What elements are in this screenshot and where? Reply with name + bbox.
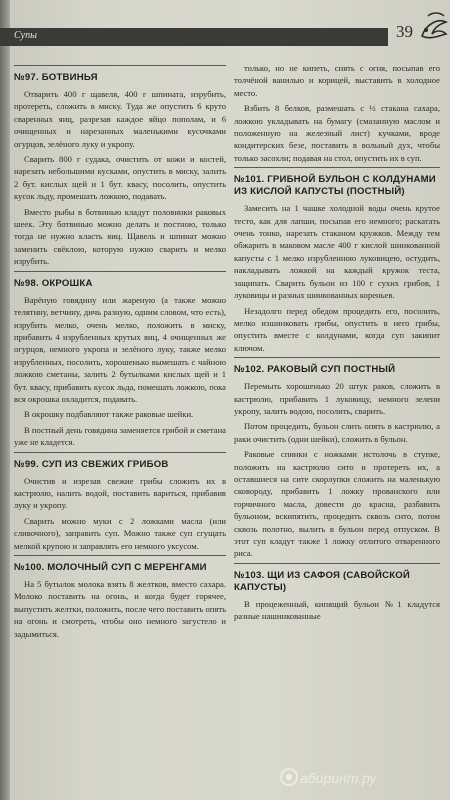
recipe-paragraph: В постный день говядина заменяется грибой и сметана уже не кладется. [14, 424, 226, 448]
page-number: 39 [396, 22, 413, 41]
running-header-bar [0, 28, 388, 46]
labirint-logo-icon [280, 768, 298, 786]
section-divider [14, 271, 226, 272]
recipe-paragraph: Отварить 400 г щавеля, 400 г шпината, изрубить, протереть, сложить в миску. Туда же опустить 6 круто сваренных яиц, разрезав каждое яйцо пополам, и 6 очищенных и нарезанных маленькими кусочками огурцов, зелёного луку и укропу. [14, 89, 226, 149]
recipe-title: №97. БОТВИНЬЯ [14, 72, 98, 83]
right-text-column [234, 62, 440, 626]
section-divider [14, 452, 226, 453]
running-header-section: Супы [14, 30, 37, 41]
recipe-title: №99. СУП ИЗ СВЕЖИХ ГРИБОВ [14, 458, 169, 470]
section-divider [234, 357, 440, 358]
decorative-ornament-icon [418, 6, 450, 46]
recipe-title: №100. МОЛОЧНЫЙ СУП С МЕРЕНГАМИ [14, 562, 207, 573]
recipe-title: №102. РАКОВЫЙ СУП ПОСТНЫЙ [234, 364, 396, 376]
recipe-paragraph: Сварить 800 г судака, очистить от кожи и костей, нарезать небольшими кусками, опустить в миску, залить 2 бут. кислых щей и 1 бут. квасу, посолить, опустить кусок льду, промешать ложкою, подавать. [14, 154, 226, 202]
recipe-paragraph: Незадолго перед обедом процедить его, посолить, мелко изшинковать грибы, опустить в него грибы, опустить вместе с колдунами, когда суп закипит ключом. [234, 305, 440, 353]
recipe-paragraph: Взбить 8 белков, размешать с ½ стакана сахара, ложкою укладывать на бумагу (смазанную маслом и положенную на железный лист) кучками, вроде кондитерских безе, поставить в вольный дух, чтобы только засохли; подавая на стол, опустить их в суп. [234, 103, 440, 163]
section-divider [14, 555, 226, 556]
recipe-paragraph: Очистив и изрезав свежие грибы сложить их в кастрюлю, налить водой, поставить вариться, прибавив луку и укропу. [14, 475, 226, 511]
recipe-title: №103. ЩИ ИЗ САФОЯ (САВОЙСКОЙ КАПУСТЫ) [234, 569, 411, 593]
left-text-column [14, 62, 226, 643]
recipe-paragraph: В окрошку подбавляют также раковые шейки. [24, 409, 194, 420]
book-binding [0, 0, 10, 800]
watermark-text: абиринт.ру [300, 770, 377, 786]
recipe-paragraph: Вместо рыбы в ботвинью кладут половинки раковых шеек. Эту ботвинью можно делать и постною, только тогда не нужно класть яиц. Щавель и шпинат можно заменить свёклою, которую нужно сварить и мелко изрубить. [14, 206, 226, 267]
recipe-title: №98. ОКРОШКА [14, 277, 93, 289]
section-divider [234, 563, 440, 564]
recipe-paragraph: Замесить на 1 чашке холодной воды очень крутое тесто, как для лапши, посыпав его немного; раскатать очень тонко, нарезать стаканом кружков. Между тем обжарить в маковом масле 400 г кислой шинкованной капусты с 1 мелко изрубленною луковицею, остудить, накладывать ложкой на каждый кружок теста, защипать. Сварить бульон из 100 г сухих грибов, 1 луковицы и разных шинкованных кореньев. [234, 203, 440, 301]
recipe-paragraph: только, но не кипеть, снять с огня, посыпав его толчёной ванилью и корицей, выставить в холодное место. [234, 63, 440, 98]
section-divider [14, 65, 226, 66]
recipe-title: №101. ГРИБНОЙ БУЛЬОН С КОЛДУНАМИ ИЗ КИСЛОЙ КАПУСТЫ (ПОСТНЫЙ) [234, 174, 436, 198]
recipe-paragraph: Потом процедить, бульон слить опять в кастрюлю, а раки очистить (одни шейки), сложить в бульон. [234, 421, 440, 444]
section-divider [234, 167, 440, 168]
recipe-paragraph: В процеженный, кипящий бульон №1 кладутся разные нашинкованные [234, 598, 440, 622]
recipe-paragraph: На 5 бутылок молока взять 8 желтков, вместо сахара. Молоко поставить на огонь, и когда будет горячее, выпустить желтки, положить, после чего поставить опять на огонь и смотреть, чтобы оно немного загустело и задымиться. [14, 579, 226, 639]
recipe-paragraph: Раковые спинки с ножками истолочь в ступке, положить на кастрюлю сито и протереть их, а оставшиеся на сите скорлупки сложить на маленькую сковороду, прибавить 1 ложку прованского или горчичного масла, довести до красна, разбавить бульоном, вскипятить, процедить сквозь сито, потом сквозь полотно, вылить в бульон перед отпуском. В этот суп кладут также 1 ложку отлитого отваренного риса. [234, 449, 440, 559]
recipe-paragraph: Сварить можно муки с 2 ложками масла (или сливочного), заправить суп. Можно также суп сгущать мелкой крупою и заправлять его немного уксусом. [14, 515, 226, 551]
recipe-paragraph: Перемыть хорошенько 20 штук раков, сложить в кастрюлю, прибавить 1 луковицу, немного зелени укропу, залить водою, посолить, сварить. [234, 381, 440, 416]
recipe-paragraph: Варёную говядину или жареную (а также можно телятину, ветчину, дичь разную, одним словом, что есть), изрубить мелко, очень мелко, положить в миску, прибавить 4 изрубленных крутых яиц, 4 очищенных же огурцов, немного укропа и зелёного луку, также мелко изрубленных, посолить, хорошенько вымешать с чайною ложкою сметаны, залить 2 бутылками кислых щей и 1 бут. квасу, прибавить кусок льда, помешать ложкою, пока вся окрошка охладится, подавать. [14, 294, 226, 404]
